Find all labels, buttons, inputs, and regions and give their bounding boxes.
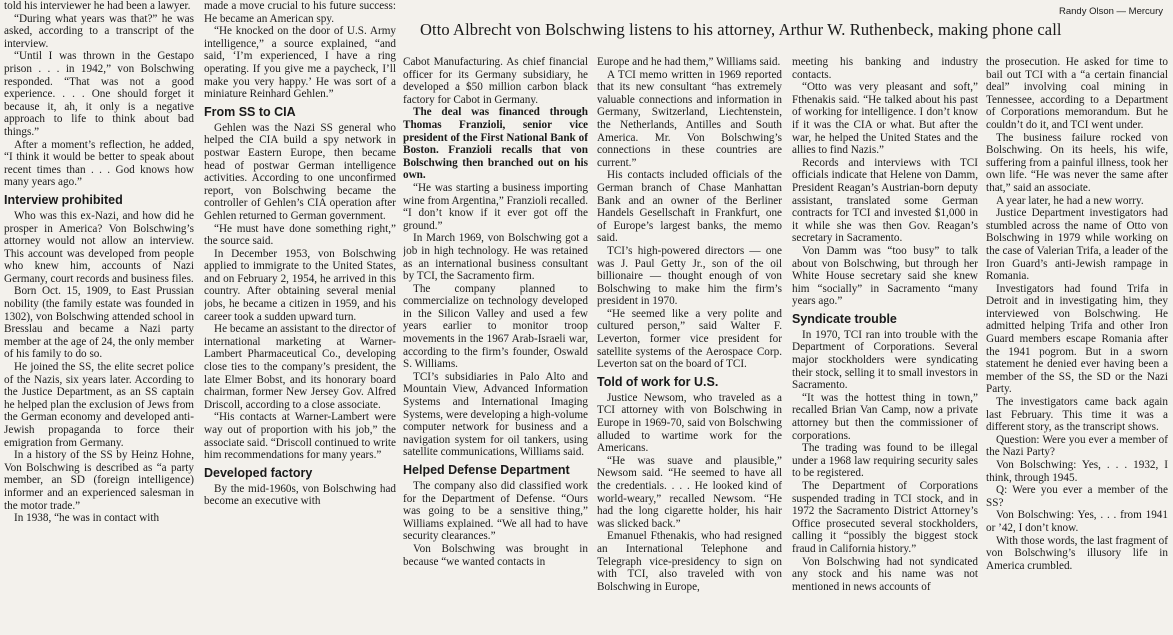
- article-paragraph: The company also did classified work for the Department of Defense. “Ours was going to be a sensitive thing,” Williams explained. “We all had to have security clearances.”: [403, 480, 588, 543]
- article-paragraph: Von Bolschwing had not syndicated any stock and his name was not mentioned in news accounts of: [792, 555, 978, 593]
- article-paragraph: TCI’s subsidiaries in Palo Alto and Mountain View, Advanced Information Systems and International Imaging Systems, were developing a high-volume computer network for business and a navigation system for oil tankers, using satellite communications, Williams said.: [403, 370, 588, 459]
- article-paragraph: told his interviewer he had been a lawyer.: [4, 0, 191, 12]
- article-paragraph: In 1970, TCI ran into trouble with the Department of Corporations. Several major stockholders were syndicating their stock, selling it to small investors in Sacramento.: [792, 328, 978, 392]
- article-paragraph: By the mid-1960s, von Bolschwing had become an executive with: [204, 482, 396, 508]
- article-paragraph: Von Bolschwing was brought in because “we wanted contacts in: [403, 542, 588, 568]
- article-paragraph: TCI’s high-powered directors — one was J. Paul Getty Jr., son of the oil billionaire — thought enough of von Bolschwing to make him the firm’s president in 1970.: [597, 244, 782, 308]
- article-paragraph: He joined the SS, the elite secret police of the Nazis, six years later. According to the Justice Department, as an SS captain he helped plan the exclusion of Jews from the German economy and developed anti-Jewish propaganda to force their emigration from Germany.: [4, 361, 194, 449]
- article-paragraph: The deal was financed through Thomas Franzioli, senior vice president of the First National Bank of Boston. Franzioli recalls that von Bolschwing then branched out on his own.: [403, 106, 588, 182]
- article-paragraph: “He must have done something right,” the source said.: [204, 222, 396, 248]
- article-column-1: [4, 0, 194, 635]
- article-paragraph: In December 1953, von Bolschwing applied to immigrate to the United States, and on February 2, 1954, he arrived in this country. After obtaining several menial jobs, he became a citizen in 1959, and his career took a sudden upward turn.: [204, 247, 396, 323]
- article-column-4: [597, 56, 782, 635]
- article-paragraph: Gehlen was the Nazi SS general who helped the CIA build a spy network in postwar Eastern Europe, then became head of postwar German intelligence activities. According to one unconfirmed report, von Bolschwing became the controller of Gehlen’s CIA operation after Gehlen returned to German government.: [204, 121, 396, 222]
- article-column-3: [403, 56, 588, 635]
- article-paragraph: “He was starting a business importing wine from Argentina,” Franzioli recalled. “I don’t know if it ever got off the ground.”: [403, 181, 588, 232]
- article-paragraph: In March 1969, von Bolschwing got a job in high technology. He was retained as an international business consultant by TCI, the Sacramento firm.: [403, 232, 588, 283]
- section-heading: Told of work for U.S.: [597, 374, 719, 389]
- article-paragraph: Von Bolschwing: Yes, . . . from 1941 or ’42, I don’t know.: [986, 509, 1168, 534]
- article-paragraph: Records and interviews with TCI officials indicate that Helene von Damm, President Reagan’s Austrian-born deputy assistant, translated some German contracts for TCI and invested $1,000 in it while she was then Gov. Reagan’s secretary in Sacramento.: [792, 156, 978, 245]
- photo-caption: Otto Albrecht von Bolschwing listens to his attorney, Arthur W. Ruthenbeck, making phone call: [420, 20, 1062, 39]
- article-paragraph: “His contacts at Warner-Lambert were way out of proportion with his job,” the associate said. “Driscoll continued to write him recommendations for many years.”: [204, 411, 396, 462]
- article-paragraph: meeting his banking and industry contacts.: [792, 56, 978, 81]
- article-paragraph: Emanuel Fthenakis, who had resigned an International Telephone and Telegraph vice-presidency to sign on with TCI, also traveled with von Bolschwing in Europe,: [597, 530, 782, 593]
- article-paragraph: Investigators had found Trifa in Detroit and in investigating him, they interviewed von Bolschwing. He admitted helping Trifa and other Iron Guard members escape Romania after the 1941 pogrom. But in a sworn statement he denied ever having been a member of the SS, the SD or the Nazi Party.: [986, 282, 1168, 396]
- article-paragraph: “Until I was thrown in the Gestapo prison . . . in 1942,” von Bolschwing responded. “That was not a good experience. . . . One should forget it because it, ah, it only is a negative approach to life to think about bad things.”: [4, 50, 194, 138]
- article-paragraph: Justice Newsom, who traveled as a TCI attorney with von Bolschwing in Europe in 1969-70, said von Bolschwing alluded to wartime work for the Americans.: [597, 391, 782, 455]
- article-paragraph: Von Damm was “too busy” to talk about von Bolschwing, but through her White House secretary said she knew him “socially” in Sacramento “many years ago.”: [792, 244, 978, 308]
- article-paragraph: The company planned to commercialize on technology developed in the Silicon Valley and used a few years earlier to monitor troop movements in the 1967 Arab-Israeli war, according to the firm’s founder, Oswald S. Williams.: [403, 282, 588, 371]
- article-paragraph: After a moment’s reflection, he added, “I think it would be better to speak about recent times than . . . God knows how many years ago.”: [4, 138, 194, 189]
- section-heading: Developed factory: [204, 465, 313, 480]
- article-paragraph: Who was this ex-Nazi, and how did he prosper in America? Von Bolschwing’s attorney would not allow an interview. This account was developed from people who knew him, accounts of Nazi Germany, court records and business files.: [4, 209, 194, 285]
- article-paragraph: The trading was found to be illegal under a 1968 law requiring security sales to be registered.: [792, 442, 978, 480]
- article-paragraph: A year later, he had a new worry.: [996, 194, 1144, 207]
- article-paragraph: made a move crucial to his future success: He became an American spy.: [204, 0, 396, 25]
- article-paragraph: the prosecution. He asked for time to bail out TCI with a “a certain financial deal” involving coal mining in Tennessee, according to a Department of Corporations memorandum. But he couldn’t do it, and TCI went under.: [986, 56, 1168, 131]
- article-paragraph: In a history of the SS by Heinz Hohne, Von Bolschwing is described as “a party member, an SD (foreign intelligence) informer and an experienced salesman in the motor trade.”: [4, 449, 194, 512]
- article-paragraph: The business failure rocked von Bolschwing. On its heels, his wife, suffering from a painful illness, took her own life. “He was never the same after that,” said an associate.: [986, 131, 1168, 194]
- article-column-5: [792, 56, 978, 635]
- article-paragraph: “Otto was very pleasant and soft,” Fthenakis said. “He talked about his past of working for intelligence. I don’t know if it was the CIA or what. But after the war, he helped the United States and the allies to find Nazis.”: [792, 81, 978, 157]
- article-paragraph: Von Bolschwing: Yes, . . . 1932, I think, through 1945.: [986, 459, 1168, 484]
- article-column-6: [986, 56, 1168, 635]
- article-paragraph: His contacts included officials of the German branch of Chase Manhattan Bank and an owner of the Berliner Handels Gesellschaft in Frankfurt, one of Europe’s largest banks, the memo said.: [597, 169, 782, 245]
- article-paragraph: “He was suave and plausible,” Newsom said. “He seemed to have all the credentials. . . . He looked kind of world-weary,” recalled Newsom. “He had the long cigarette holder, his hair was slicked back.”: [597, 454, 782, 530]
- article-paragraph: The Department of Corporations suspended trading in TCI stock, and in 1972 the Sacramento District Attorney’s Office prosecuted several stockholders, calling it “possibly the biggest stock fraud in California history.”: [792, 480, 978, 555]
- section-heading: Interview prohibited: [4, 192, 123, 207]
- article-paragraph: Q: Were you ever a member of the SS?: [986, 484, 1168, 509]
- article-paragraph: In 1938, “he was in contact with: [14, 512, 160, 525]
- photo-credit: Randy Olson — Mercury: [1058, 6, 1163, 17]
- article-paragraph: Europe and he had them,” Williams said.: [597, 56, 781, 68]
- article-paragraph: “He seemed like a very polite and cultured person,” said Walter F. Leverton, former vice president for satellite systems of the Aerospace Corp. Leverton sat on the board of TCI.: [597, 307, 782, 371]
- article-paragraph: Cabot Manufacturing. As chief financial officer for its Germany subsidiary, he developed a $50 million carbon black factory for Cabot in Germany.: [403, 56, 588, 106]
- article-paragraph: He became an assistant to the director of international marketing at Warner-Lambert Pharmaceutical Co., developing close ties to the company’s president, the late Elmer Bobst, and its honorary board chairman, former New Jersey Gov. Alfred Driscoll, according to a close associate.: [204, 323, 396, 411]
- article-paragraph: The investigators came back again last February. This time it was a different story, as the transcript shows.: [986, 396, 1168, 434]
- section-heading: Syndicate trouble: [792, 311, 897, 326]
- article-paragraph: A TCI memo written in 1969 reported that its new consultant “has extremely valuable connections and information in Germany, Switzerland, Liechtenstein, the Netherlands, Antilles and South America. Mr. Von Bolschwing’s connections in these countries are current.”: [597, 68, 782, 169]
- article-paragraph: “He knocked on the door of U.S. Army intelligence,” a source explained, “and said, ‘I’m experienced, I have a ring operating. If you give me a paycheck, I’ll make you very happy.’ He was sort of a miniature Reinhard Gehlen.”: [204, 25, 396, 101]
- section-heading: Helped Defense Department: [403, 463, 570, 477]
- article-paragraph: Born Oct. 15, 1909, to East Prussian nobility (the family estate was founded in 1302), von Bolschwing attended school in Bresslau and became a Nazi party member at the age of 24, the only member of his family to do so.: [4, 285, 194, 361]
- section-heading: From SS to CIA: [204, 104, 296, 119]
- article-paragraph: Justice Department investigators had stumbled across the name of Otto von Bolschwing in 1979 while working on the case of Valerian Trifa, a leader of the Iron Guard’s anti-Jewish rampage in Romania.: [986, 207, 1168, 283]
- article-column-2: [204, 0, 396, 635]
- article-paragraph: Question: Were you ever a member of the Nazi Party?: [986, 433, 1168, 459]
- article-paragraph: “It was the hottest thing in town,” recalled Brian Van Camp, now a private attorney but then the commissioner of corporations.: [792, 391, 978, 442]
- article-paragraph: With those words, the last fragment of von Bolschwing’s illusory life in America crumbled.: [986, 534, 1168, 572]
- article-paragraph: “During what years was that?” he was asked, according to a transcript of the interview.: [4, 12, 194, 50]
